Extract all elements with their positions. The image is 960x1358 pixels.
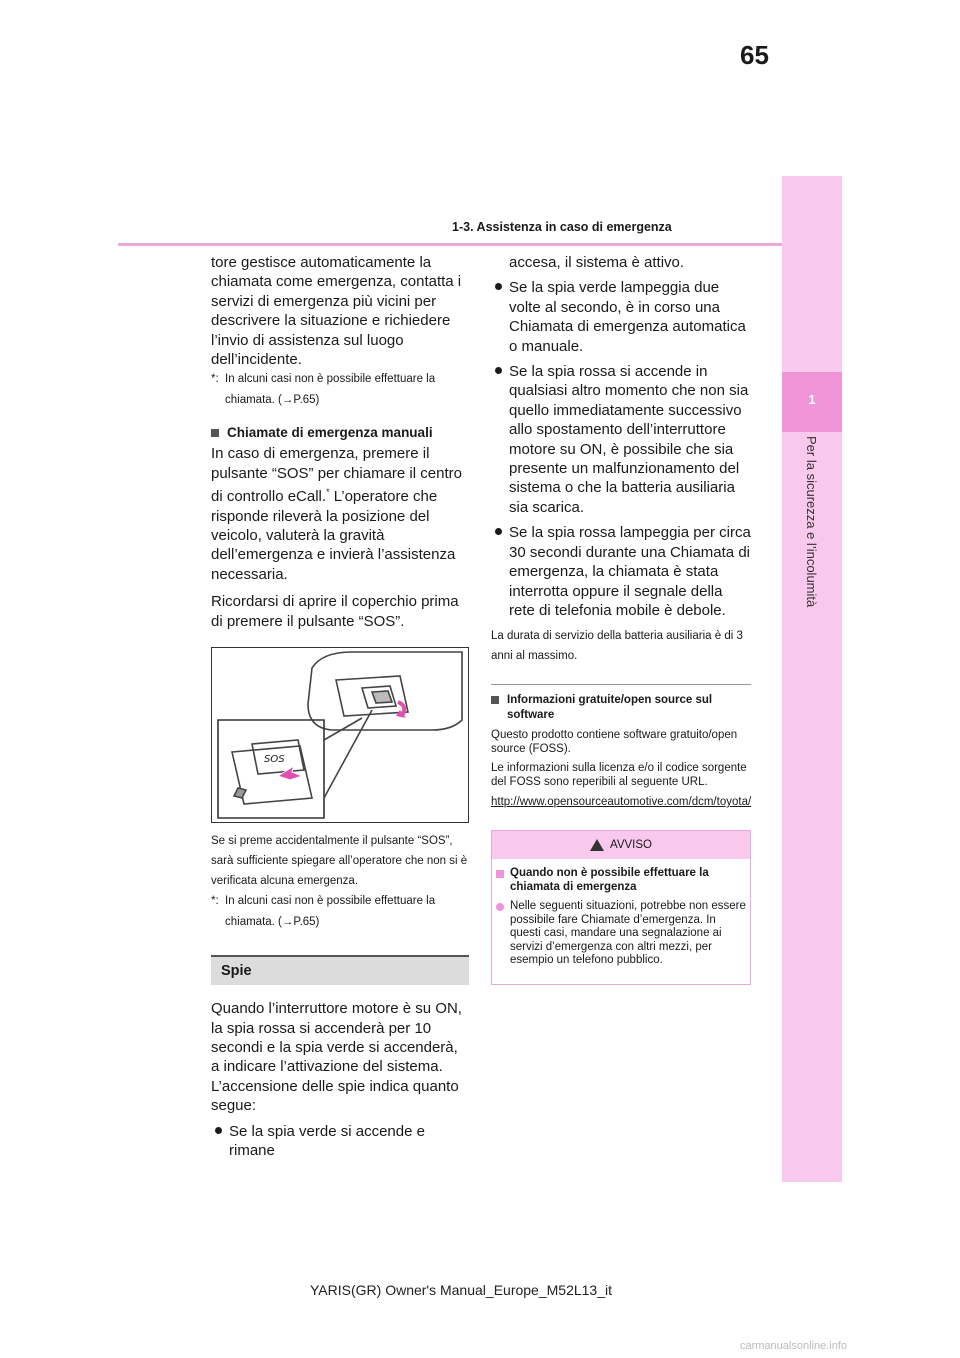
bullet-dot-icon [211, 1122, 229, 1161]
warning-triangle-icon [590, 839, 604, 851]
section-title: 1-3. Assistenza in caso di emergenza [452, 220, 672, 234]
bullet-item: Se la spia rossa si accende in qualsiasi altro momento che non sia quello immediatamente successivo allo spostamento dell’interruttore motore su ON, è possibile che sia presente un malfunzionamento del sistema o che la batteria ausiliaria sia scarica. [491, 362, 751, 517]
manual-calls-heading: Chiamate di emergenza manuali [211, 425, 469, 440]
intro-paragraph: tore gestisce automaticamente la chiamata come emergenza, contatta i servizi di emergenza più vicini per descrivere la situazione e richiedere l’invio di assistenza sul luogo dell’incidente. [211, 254, 462, 369]
foss-url-link[interactable]: http://www.opensourceautomotive.com/dcm/toyota/ [491, 796, 752, 809]
divider [491, 684, 751, 685]
overhead-console-drawing [212, 648, 468, 822]
foss-paragraph-2: Le informazioni sulla licenza e/o il codice sorgente del FOSS sono reperibili al seguente URL. [491, 762, 747, 788]
sos-button-illustration [211, 647, 469, 823]
bullet-item: Se la spia verde lampeggia due volte al secondo, è in corso una Chiamata di emergenza automatica o manuale. [491, 278, 751, 356]
manual-paragraph-2: Ricordarsi di aprire il coperchio prima di premere il pulsante “SOS”. [211, 593, 459, 630]
watermark: carmanualsonline.info [740, 1340, 848, 1352]
side-tab [782, 176, 842, 1182]
accidental-press-note: Se si preme accidentalmente il pulsante “SOS”, sarà sufficiente spiegare all’operatore che non si è verificata alcuna emergenza. [211, 835, 468, 888]
square-bullet-icon [211, 429, 219, 437]
spie-paragraph: Quando l’interruttore motore è su ON, la spia rossa si accenderà per 10 secondi e la spia verde si accenderà, a indicare l’attivazione del sistema. L’accensione delle spie indica quanto segue: [211, 1000, 462, 1115]
manual-paragraph-1: In caso di emergenza, premere il pulsante “SOS” per chiamare il centro di controllo eCall.* L’operatore che risponde rileverà la posizione del veicolo, valuterà la gravità dell’emergenza e invierà l’assistenza necessaria. [211, 445, 462, 583]
left-column [211, 253, 469, 1160]
warning-heading: Quando non è possibile effettuare la chiamata di emergenza [496, 867, 746, 894]
battery-note: La durata di servizio della batteria ausiliaria è di 3 anni al massimo. [491, 630, 743, 663]
bullet-item: Se la spia rossa lampeggia per circa 30 secondi durante una Chiamata di emergenza, la chiamata è stata interrotta oppure il segnale della rete di telefonia mobile è debole. [491, 523, 751, 620]
foss-paragraph-1: Questo prodotto contiene software gratuito/open source (FOSS). [491, 729, 738, 755]
spie-heading: Spie [211, 955, 469, 985]
sos-label: SOS [264, 754, 285, 766]
warning-body [492, 859, 750, 984]
bullet-dot-icon [491, 362, 509, 517]
warning-header: AVVISO [492, 831, 750, 859]
square-bullet-icon [491, 696, 499, 704]
header-rule [118, 243, 782, 246]
round-bullet-icon [496, 903, 504, 911]
foss-heading: Informazioni gratuite/open source sul software [491, 693, 751, 723]
page-number: 65 [740, 40, 769, 70]
side-tab-label: Per la sicurezza e l’incolumità [804, 436, 819, 608]
warning-item: Nelle seguenti situazioni, potrebbe non essere possibile fare Chiamate d’emergenza. In questi casi, mandare una segnalazione ai servizi d’emergenza con altri mezzi, per esempio un telefono pubblico. [496, 900, 746, 968]
footnote: *: In alcuni casi non è possibile effettuare la chiamata. (→P.65) [211, 373, 436, 407]
bullet-item: Se la spia verde si accende e rimane [211, 1122, 469, 1161]
bullet-dot-icon [491, 278, 509, 356]
bullet-continuation: accesa, il sistema è attivo. [509, 254, 685, 271]
right-column [491, 253, 751, 985]
footer-manual-id: YARIS(GR) Owner's Manual_Europe_M52L13_it [310, 1282, 612, 1298]
warning-box [491, 830, 751, 985]
footnote-2: *: In alcuni casi non è possibile effettuare la chiamata. (→P.65) [211, 895, 436, 929]
side-tab-number: 1 [808, 392, 816, 407]
bullet-dot-icon [491, 523, 509, 620]
square-bullet-icon [496, 870, 504, 878]
